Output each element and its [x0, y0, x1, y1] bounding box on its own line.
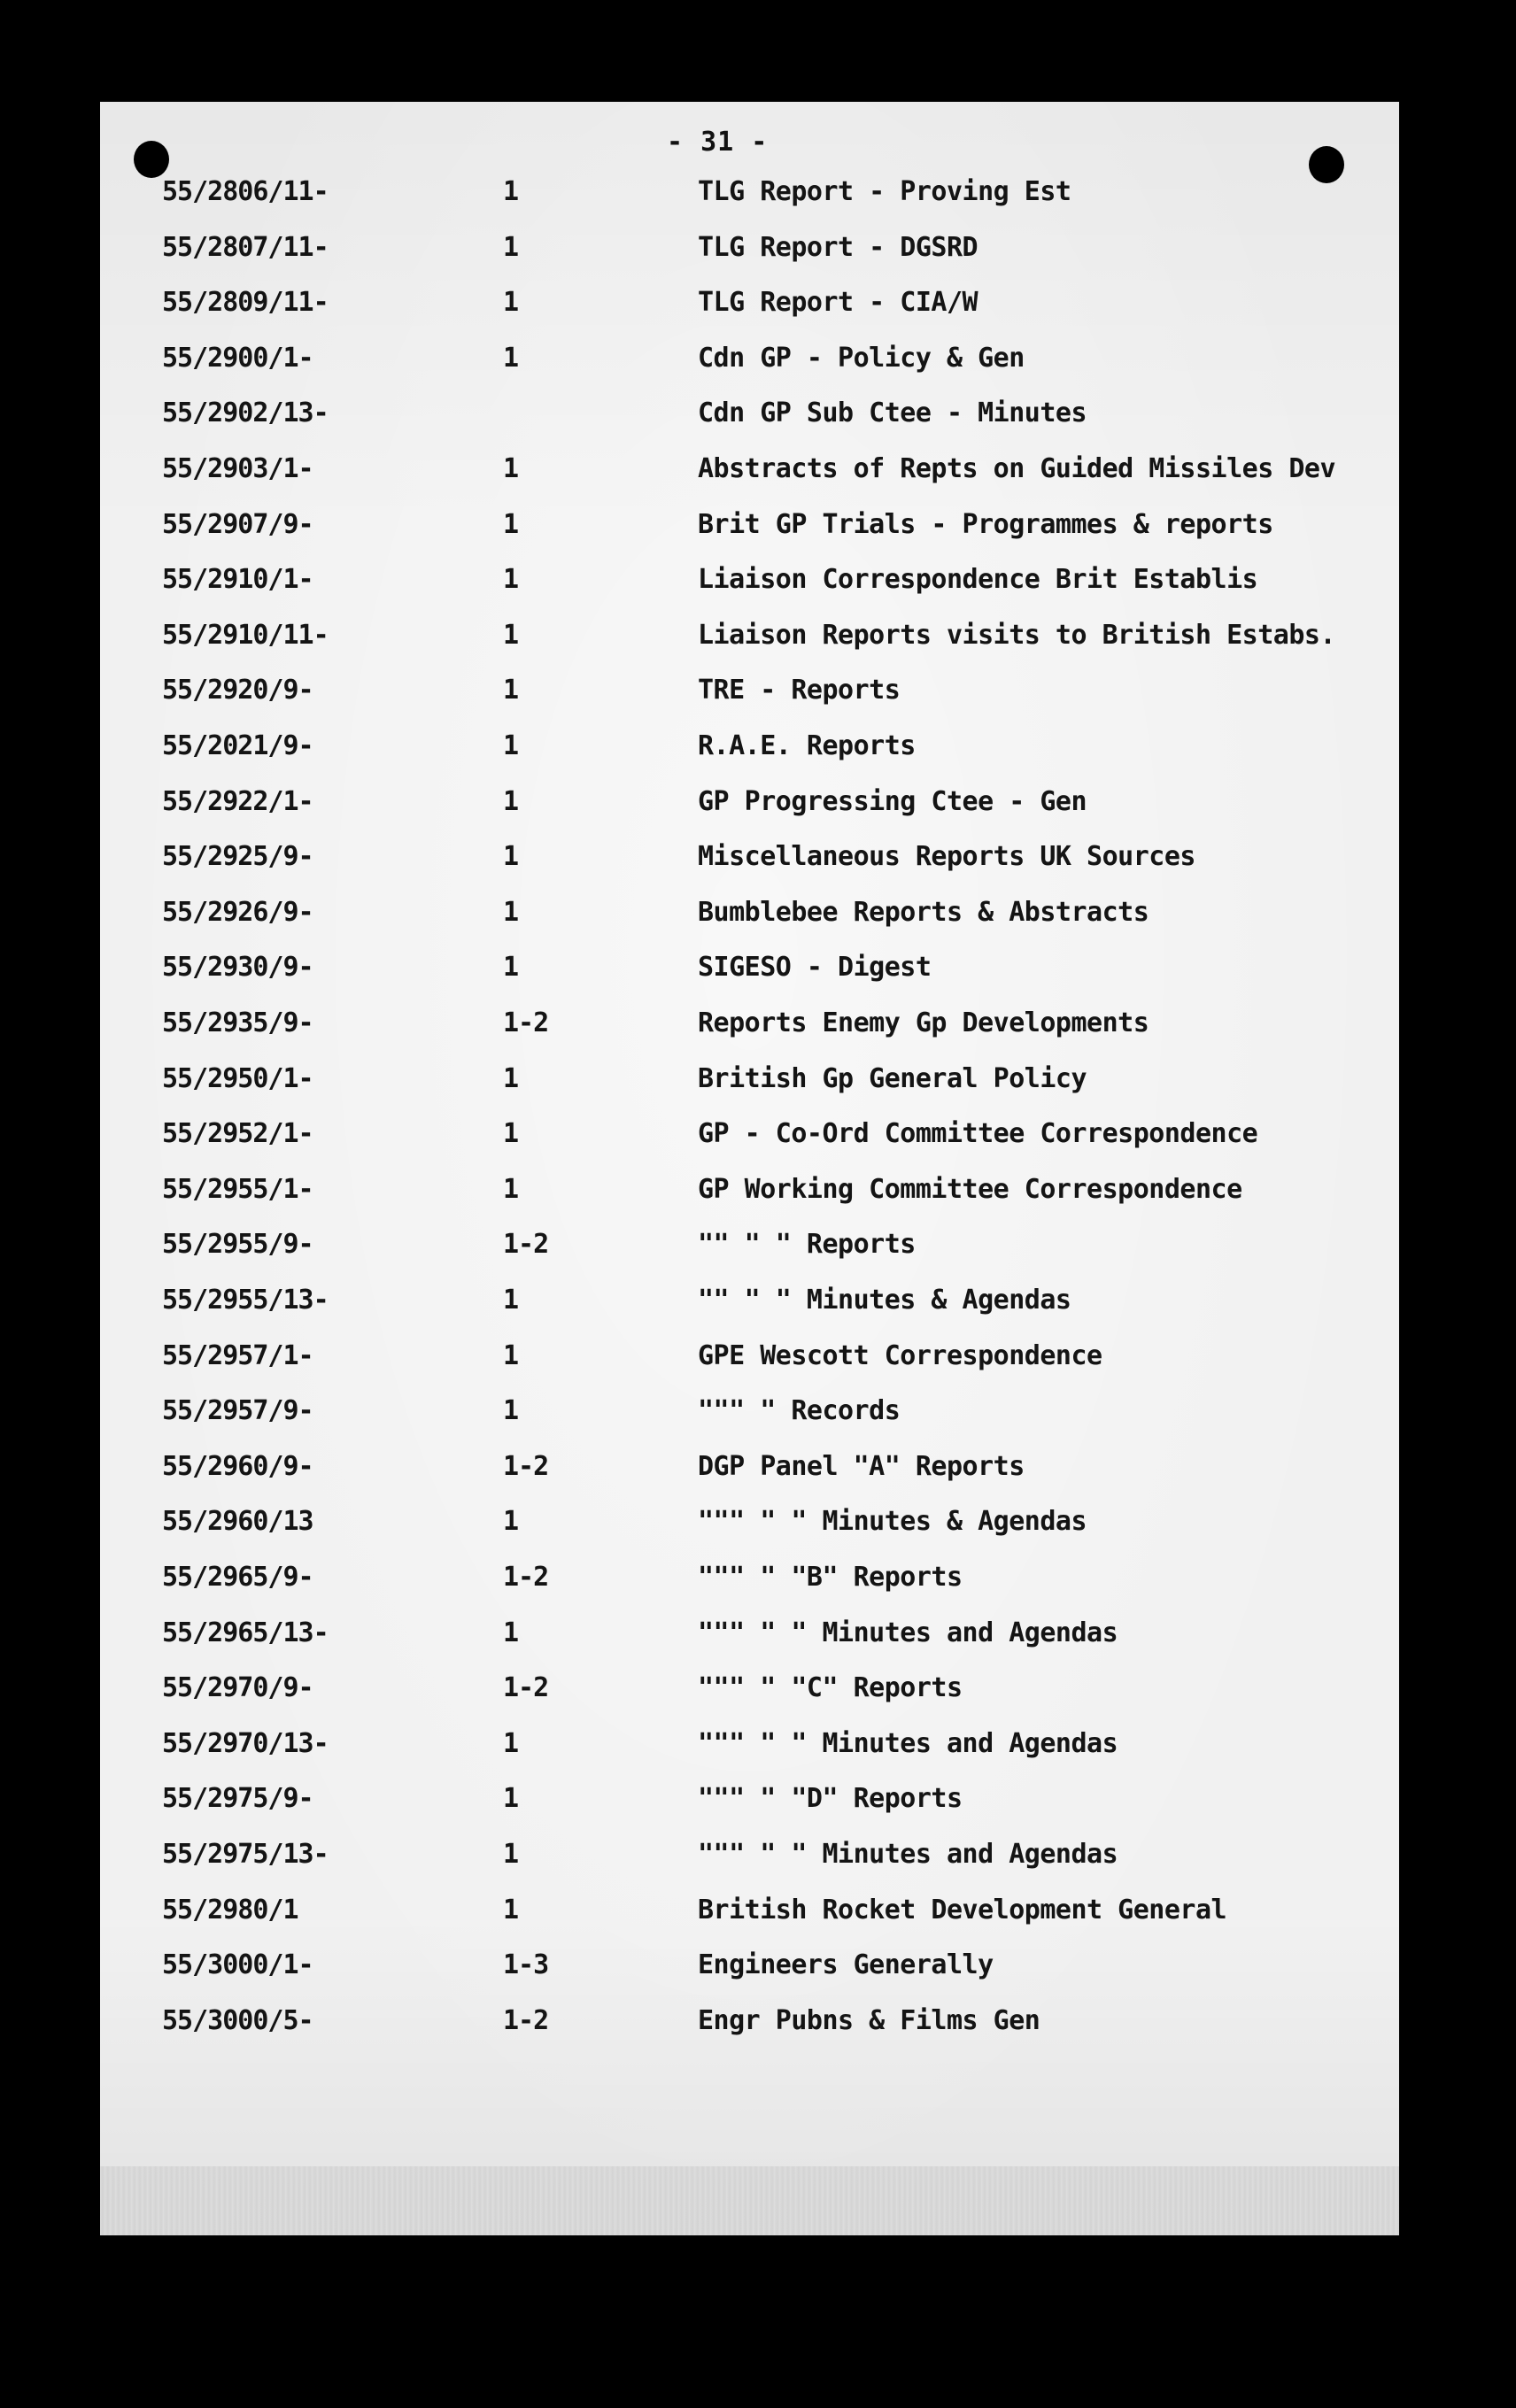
volume-number: 1 [503, 1506, 519, 1538]
page-number: - 31 - [667, 127, 769, 158]
file-reference: 55/2807/11- [162, 231, 329, 263]
list-item [100, 283, 1399, 322]
volume-number: 1 [503, 231, 519, 263]
file-reference: 55/2975/13- [162, 1839, 329, 1870]
file-reference: 55/2806/11- [162, 176, 329, 207]
file-reference: 55/2955/9- [162, 1229, 313, 1261]
volume-number: 1-2 [503, 1007, 549, 1038]
list-item [100, 893, 1399, 932]
file-reference: 55/2955/13- [162, 1285, 329, 1316]
volume-number: 1 [503, 1894, 519, 1926]
file-title: Reports Enemy Gp Developments [698, 1007, 1149, 1038]
file-title: "" " " Minutes & Agendas [698, 1285, 1071, 1316]
file-reference: 55/2965/9- [162, 1562, 313, 1593]
file-title: DGP Panel "A" Reports [698, 1450, 1025, 1482]
file-title: """ " Records [698, 1395, 901, 1427]
list-item [100, 228, 1399, 267]
volume-number: 1 [503, 619, 519, 651]
file-title: British Gp General Policy [698, 1062, 1087, 1094]
volume-number: 1 [503, 785, 519, 817]
file-reference: 55/2910/1- [162, 564, 313, 596]
list-item [100, 1835, 1399, 1874]
list-item [100, 1502, 1399, 1541]
volume-number: 1 [503, 342, 519, 374]
list-item [100, 1060, 1399, 1099]
volume-number: 1 [503, 1727, 519, 1759]
list-item [100, 1447, 1399, 1486]
file-title: """ " "C" Reports [698, 1672, 963, 1704]
list-item [100, 1669, 1399, 1708]
volume-number: 1 [503, 1617, 519, 1648]
list-item [100, 948, 1399, 987]
file-reference: 55/2907/9- [162, 508, 313, 540]
list-item [100, 1558, 1399, 1597]
file-reference: 55/2900/1- [162, 342, 313, 374]
list-item [100, 506, 1399, 544]
file-reference: 55/2955/1- [162, 1173, 313, 1205]
volume-number: 1 [503, 453, 519, 484]
volume-number: 1-2 [503, 1672, 549, 1704]
volume-number: 1 [503, 1839, 519, 1870]
list-item [100, 1392, 1399, 1431]
file-reference: 55/2910/11- [162, 619, 329, 651]
file-reference: 55/3000/1- [162, 1949, 313, 1981]
file-title: SIGESO - Digest [698, 952, 932, 984]
file-reference: 55/2809/11- [162, 287, 329, 319]
list-item [100, 1115, 1399, 1154]
file-reference: 55/2920/9- [162, 675, 313, 706]
file-title: Liaison Reports visits to British Estabs. [698, 619, 1336, 651]
volume-number: 1 [503, 1339, 519, 1371]
file-reference: 55/3000/5- [162, 2004, 313, 2036]
list-item [100, 671, 1399, 710]
list-item [100, 339, 1399, 378]
list-item [100, 560, 1399, 599]
list-item [100, 1779, 1399, 1818]
list-item [100, 1170, 1399, 1209]
file-title: "" " " Reports [698, 1229, 916, 1261]
file-title: Miscellaneous Reports UK Sources [698, 841, 1195, 873]
file-title: GP Progressing Ctee - Gen [698, 785, 1087, 817]
file-reference: 55/2960/9- [162, 1450, 313, 1482]
file-title: """ " " Minutes & Agendas [698, 1506, 1087, 1538]
list-item [100, 1225, 1399, 1264]
list-item [100, 1337, 1399, 1376]
file-title: """ " "D" Reports [698, 1783, 963, 1815]
volume-number: 1-3 [503, 1949, 549, 1981]
file-reference: 55/2930/9- [162, 952, 313, 984]
file-title: GP Working Committee Correspondence [698, 1173, 1242, 1205]
volume-number: 1-2 [503, 1229, 549, 1261]
list-item [100, 1614, 1399, 1653]
file-reference: 55/2902/13- [162, 397, 329, 429]
document-page [100, 102, 1399, 2235]
volume-number: 1 [503, 287, 519, 319]
file-title: """ " " Minutes and Agendas [698, 1727, 1118, 1759]
file-reference: 55/2960/13 [162, 1506, 313, 1538]
file-title: R.A.E. Reports [698, 730, 916, 761]
volume-number: 1 [503, 1173, 519, 1205]
file-title: TLG Report - DGSRD [698, 231, 978, 263]
file-title: Engr Pubns & Films Gen [698, 2004, 1040, 2036]
file-reference: 55/2970/9- [162, 1672, 313, 1704]
file-reference: 55/2980/1 [162, 1894, 298, 1926]
list-item [100, 1281, 1399, 1320]
file-title: TLG Report - Proving Est [698, 176, 1071, 207]
volume-number: 1 [503, 841, 519, 873]
file-title: Bumblebee Reports & Abstracts [698, 896, 1149, 928]
list-item [100, 1891, 1399, 1930]
list-item [100, 1725, 1399, 1764]
file-title: British Rocket Development General [698, 1894, 1227, 1926]
list-item [100, 837, 1399, 876]
volume-number: 1 [503, 564, 519, 596]
list-item [100, 2002, 1399, 2041]
file-reference: 55/2970/13- [162, 1727, 329, 1759]
file-reference: 55/2926/9- [162, 896, 313, 928]
list-item [100, 394, 1399, 433]
file-reference: 55/2925/9- [162, 841, 313, 873]
file-reference: 55/2975/9- [162, 1783, 313, 1815]
file-reference: 55/2935/9- [162, 1007, 313, 1038]
file-title: """ " "B" Reports [698, 1562, 963, 1593]
file-reference: 55/2021/9- [162, 730, 313, 761]
file-title: Engineers Generally [698, 1949, 994, 1981]
file-reference: 55/2922/1- [162, 785, 313, 817]
volume-number: 1 [503, 1062, 519, 1094]
volume-number: 1 [503, 952, 519, 984]
list-item [100, 450, 1399, 489]
file-title: Brit GP Trials - Programmes & reports [698, 508, 1273, 540]
volume-number: 1 [503, 1285, 519, 1316]
file-title: Abstracts of Repts on Guided Missiles Dev [698, 453, 1336, 484]
file-title: Cdn GP - Policy & Gen [698, 342, 1025, 374]
volume-number: 1 [503, 675, 519, 706]
volume-number: 1-2 [503, 1450, 549, 1482]
list-item [100, 727, 1399, 766]
volume-number: 1 [503, 896, 519, 928]
file-title: TRE - Reports [698, 675, 901, 706]
file-reference: 55/2965/13- [162, 1617, 329, 1648]
list-item [100, 173, 1399, 212]
volume-number: 1 [503, 176, 519, 207]
page-bottom-edge [100, 2166, 1399, 2235]
volume-number: 1-2 [503, 2004, 549, 2036]
file-title: GP - Co-Ord Committee Correspondence [698, 1118, 1258, 1150]
file-reference: 55/2957/9- [162, 1395, 313, 1427]
file-title: Liaison Correspondence Brit Establis [698, 564, 1258, 596]
file-reference: 55/2950/1- [162, 1062, 313, 1094]
file-title: """ " " Minutes and Agendas [698, 1617, 1118, 1648]
list-item [100, 1946, 1399, 1985]
list-item [100, 783, 1399, 822]
file-title: GPE Wescott Correspondence [698, 1339, 1102, 1371]
file-title: TLG Report - CIA/W [698, 287, 978, 319]
volume-number: 1 [503, 1395, 519, 1427]
file-title: """ " " Minutes and Agendas [698, 1839, 1118, 1870]
file-reference: 55/2952/1- [162, 1118, 313, 1150]
file-reference: 55/2957/1- [162, 1339, 313, 1371]
list-item [100, 616, 1399, 655]
volume-number: 1 [503, 1783, 519, 1815]
file-title: Cdn GP Sub Ctee - Minutes [698, 397, 1087, 429]
list-item [100, 1004, 1399, 1043]
volume-number: 1 [503, 730, 519, 761]
volume-number: 1 [503, 508, 519, 540]
file-reference: 55/2903/1- [162, 453, 313, 484]
volume-number: 1-2 [503, 1562, 549, 1593]
volume-number: 1 [503, 1118, 519, 1150]
